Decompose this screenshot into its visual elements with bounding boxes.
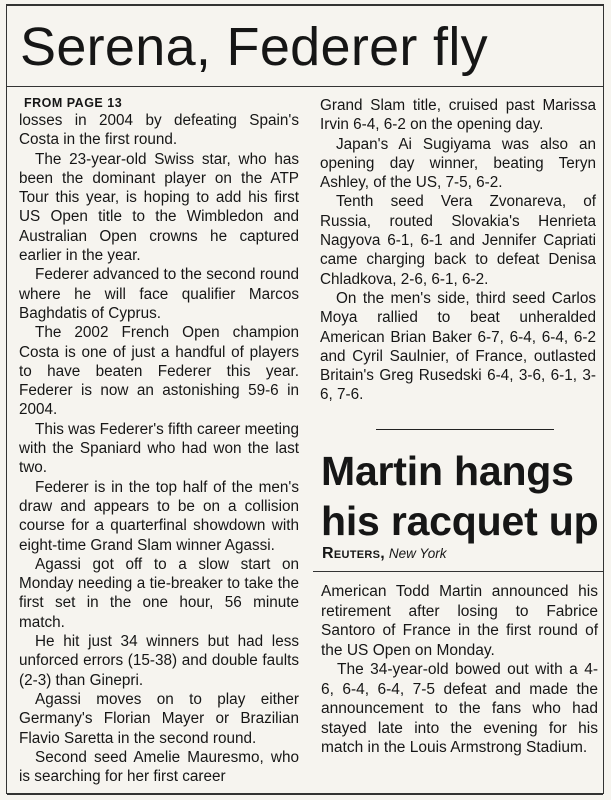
byline <box>322 544 602 563</box>
paragraph: losses in 2004 by defeating Spain's Costa in the first round. <box>19 112 299 149</box>
paragraph: Japan's Ai Sugiyama was also an opening day winner, beating Teryn Ashley, of the US, 7-5, 6-2. <box>320 135 596 192</box>
byline-agency: Reuters, <box>322 545 386 562</box>
paragraph: Tenth seed Vera Zvonareva, of Russia, routed Slovakia's Henrieta Nagyova 6-1, 6-1 and Jennifer Capriati came charging back to defeat Denisa Chladkova, 2-6, 6-1, 6-2. <box>320 193 596 288</box>
paragraph: Grand Slam title, cruised past Marissa Irvin 6-4, 6-2 on the opening day. <box>320 97 596 134</box>
paragraph: On the men's side, third seed Carlos Moya rallied to beat unheralded American Brian Baker 6-7, 6-4, 6-4, 6-2 and Cyril Saulnier, of France, outlasted Britain's Greg Rusedski 6-4, 3-6, 6-1, 3-6, 7-6. <box>320 289 596 404</box>
paragraph: The 23-year-old Swiss star, who has been the dominant player on the ATP Tour this year, is hoping to add his first US Open title to the Wimbledon and Australian Open crowns he captured earlier in the year. <box>19 150 299 265</box>
paragraph: The 34-year-old bowed out with a 4-6, 6-4, 6-4, 7-5 defeat and made the announcement to the fans who had stayed late into the evening for his match in the Louis Armstrong Stadium. <box>321 661 598 756</box>
second-headline: Martin hangs his racquet up <box>321 448 599 544</box>
right-column <box>320 96 596 405</box>
paragraph: He hit just 34 winners but had less unforced errors (15-38) and double faults (2-3) than Ginepri. <box>19 633 299 689</box>
paragraph: American Todd Martin announced his retirement after losing to Fabrice Santoro of France in the first round of the US Open on Monday. <box>321 583 598 659</box>
paragraph: Federer advanced to the second round where he will face qualifier Marcos Baghdatis of Cyprus. <box>19 266 299 322</box>
byline-divider <box>313 571 603 572</box>
headline-divider <box>7 86 603 87</box>
paragraph: Agassi got off to a slow start on Monday needing a tie-breaker to take the first set in the one hour, 56 minute match. <box>19 555 299 631</box>
bottom-rule <box>7 793 603 795</box>
paragraph: The 2002 French Open champion Costa is one of just a handful of players to have beaten Federer this year. Federer is now an astonishing 59-6 in 2004. <box>19 324 299 419</box>
left-column <box>19 96 299 786</box>
paragraph: Second seed Amelie Mauresmo, who is searching for her first career <box>19 748 299 786</box>
continuation-kicker: FROM PAGE 13 <box>24 96 123 110</box>
paragraph: Agassi moves on to play either Germany's Florian Mayer or Brazilian Flavio Saretta in the second round. <box>19 690 299 747</box>
main-headline: Serena, Federer fly <box>20 17 488 77</box>
paragraph: Federer is in the top half of the men's draw and appears to be on a collision course for a quarterfinal showdown with eight-time Grand Slam winner Agassi. <box>19 478 299 554</box>
byline-place: New York <box>388 546 447 561</box>
second-story-body <box>321 582 598 758</box>
story-separator <box>376 429 554 430</box>
paragraph: This was Federer's fifth career meeting with the Spaniard who had won the last two. <box>19 420 299 477</box>
